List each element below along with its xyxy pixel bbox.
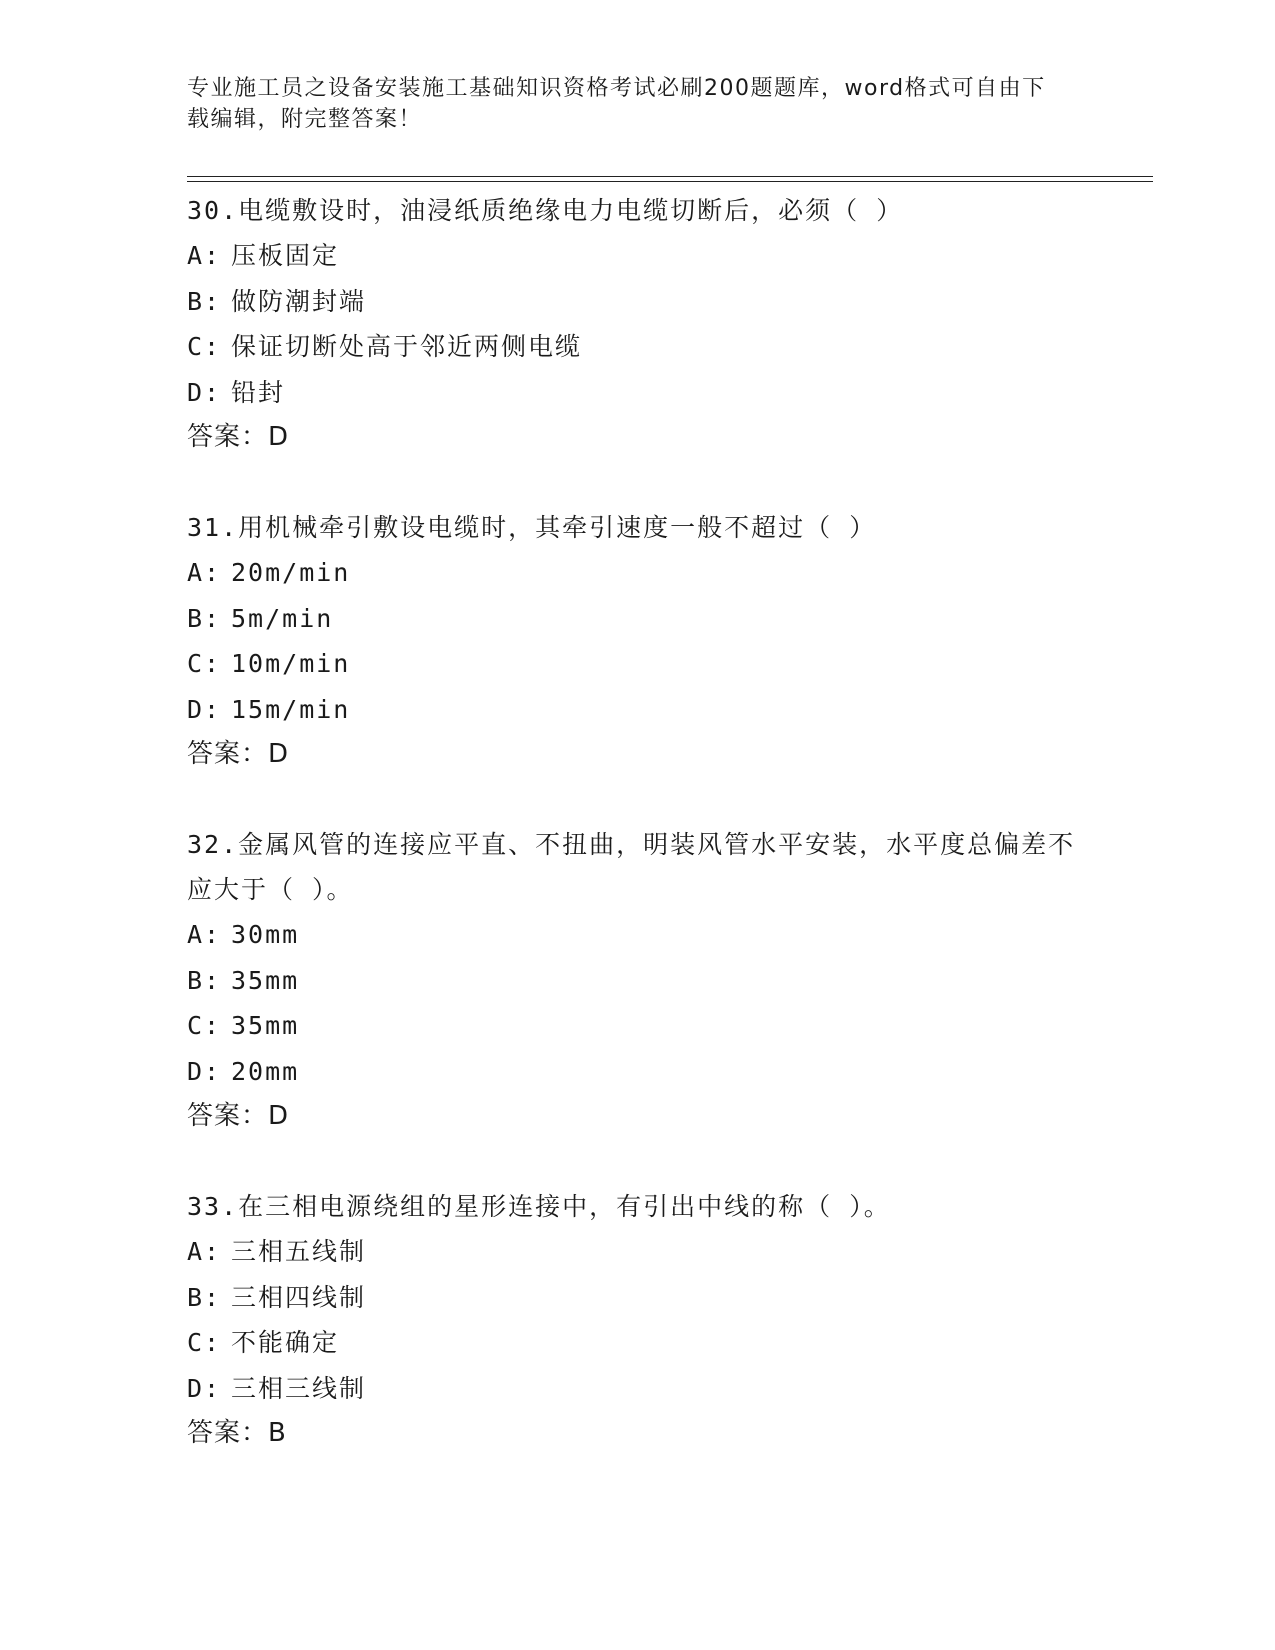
option-text: 35mm xyxy=(231,965,300,995)
option-label: A: xyxy=(187,920,222,949)
option-label: A: xyxy=(187,241,222,270)
option-text: 20mm xyxy=(231,1056,300,1086)
answer: 答案：B xyxy=(187,1418,287,1448)
option-label: D: xyxy=(187,377,222,407)
option-label: A: xyxy=(187,558,222,587)
option-d xyxy=(187,1049,1087,1095)
option-d xyxy=(187,687,1087,733)
header-rule-top xyxy=(187,176,1153,177)
option-text: 三相三线制 xyxy=(231,1373,367,1403)
option-c xyxy=(187,324,1087,370)
answer: 答案：D xyxy=(187,422,290,452)
option-d xyxy=(187,1366,1087,1412)
option-a xyxy=(187,550,1087,596)
option-c xyxy=(187,1320,1087,1366)
option-text: 30mm xyxy=(231,920,300,949)
option-text: 10m/min xyxy=(231,649,351,678)
question-stem: 33.在三相电源绕组的星形连接中，有引出中线的称（ ）。 xyxy=(187,1192,891,1221)
option-b xyxy=(187,958,1087,1004)
option-c xyxy=(187,641,1087,687)
option-label: B: xyxy=(187,603,222,633)
answer: 答案：D xyxy=(187,1101,290,1131)
option-text: 三相四线制 xyxy=(231,1282,367,1312)
header-rule-bottom xyxy=(187,181,1153,182)
option-text: 5m/min xyxy=(231,603,334,633)
option-a xyxy=(187,1229,1087,1275)
option-text: 保证切断处高于邻近两侧电缆 xyxy=(231,332,583,361)
option-text: 35mm xyxy=(231,1011,300,1040)
document-header: 专业施工员之设备安装施工基础知识资格考试必刷200题题库，word格式可自由下载编辑，附完整答案！ xyxy=(187,76,1046,132)
question-list xyxy=(187,188,1087,1501)
option-text: 不能确定 xyxy=(231,1328,340,1357)
question-31 xyxy=(187,505,1087,777)
option-text: 三相五线制 xyxy=(231,1237,367,1266)
question-stem: 32.金属风管的连接应平直、不扭曲，明装风管水平安装，水平度总偏差不应大于（ ）。 xyxy=(187,830,1076,904)
option-label: C: xyxy=(187,649,222,678)
option-label: D: xyxy=(187,694,222,724)
option-label: C: xyxy=(187,1011,222,1040)
question-stem: 30.电缆敷设时，油浸纸质绝缘电力电缆切断后，必须（ ） xyxy=(187,196,904,225)
option-text: 做防潮封端 xyxy=(231,286,367,316)
option-label: D: xyxy=(187,1056,222,1086)
option-label: B: xyxy=(187,1282,222,1312)
option-label: B: xyxy=(187,965,222,995)
option-label: C: xyxy=(187,332,222,361)
option-text: 20m/min xyxy=(231,558,351,587)
option-a xyxy=(187,233,1087,279)
question-stem: 31.用机械牵引敷设电缆时，其牵引速度一般不超过（ ） xyxy=(187,513,877,542)
option-text: 铅封 xyxy=(231,377,286,407)
question-30 xyxy=(187,188,1087,460)
option-text: 压板固定 xyxy=(231,241,340,270)
option-c xyxy=(187,1003,1087,1049)
option-b xyxy=(187,279,1087,325)
option-text: 15m/min xyxy=(231,694,351,724)
option-label: C: xyxy=(187,1328,222,1357)
option-label: B: xyxy=(187,286,222,316)
question-32 xyxy=(187,822,1087,1139)
option-b xyxy=(187,1275,1087,1321)
option-a xyxy=(187,912,1087,958)
question-33 xyxy=(187,1184,1087,1456)
answer: 答案：D xyxy=(187,739,290,769)
option-label: A: xyxy=(187,1237,222,1266)
option-d xyxy=(187,370,1087,416)
option-b xyxy=(187,596,1087,642)
option-label: D: xyxy=(187,1373,222,1403)
